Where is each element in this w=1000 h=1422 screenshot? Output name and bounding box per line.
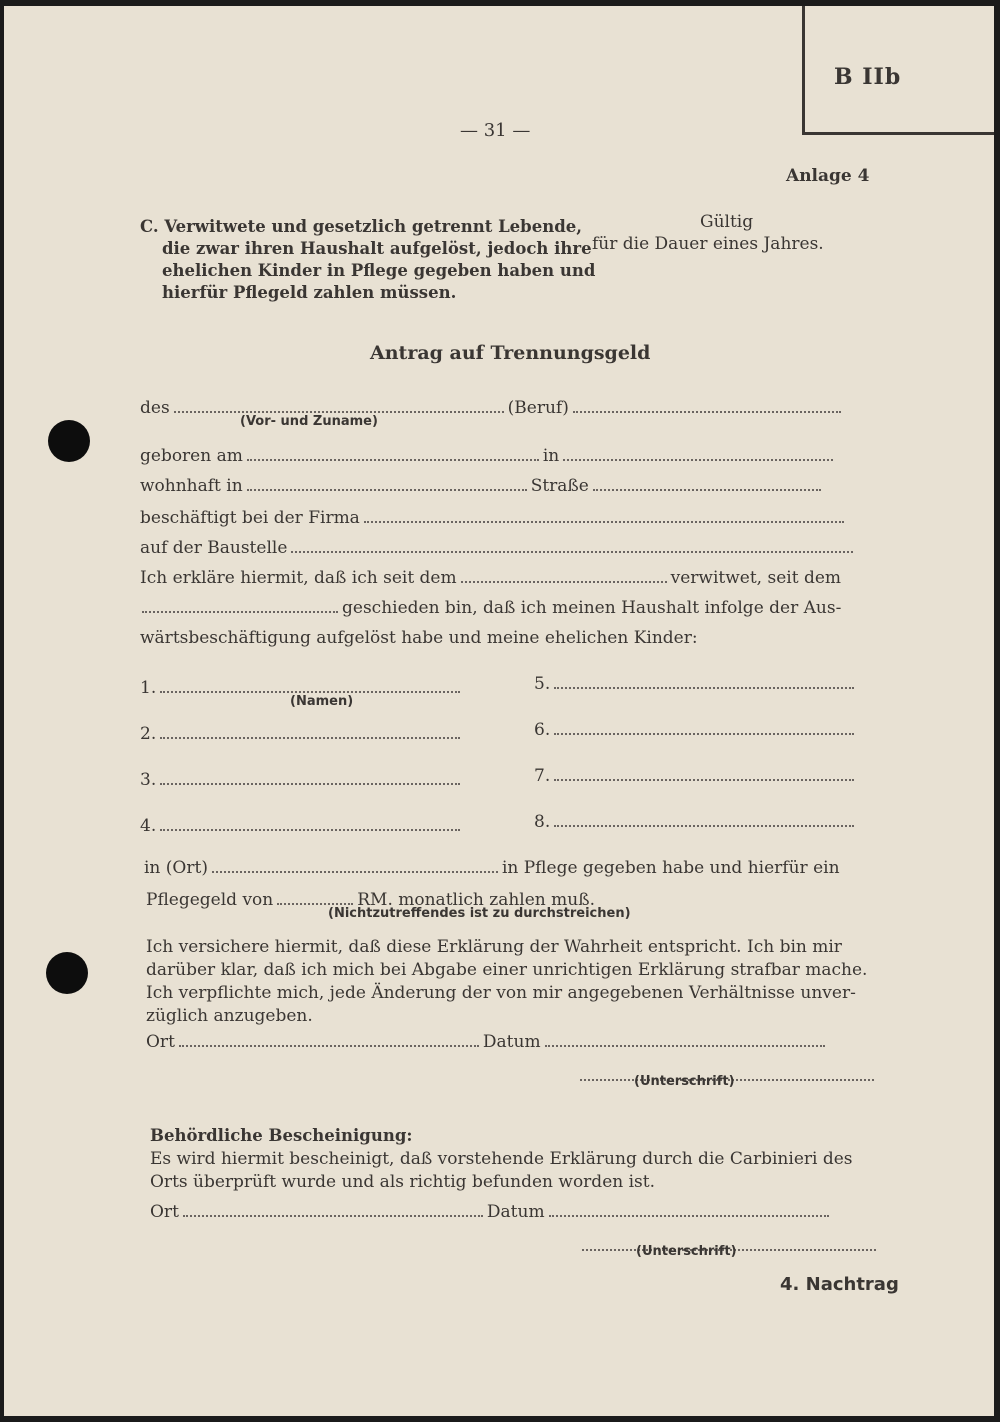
site-field[interactable] — [291, 551, 853, 553]
supplement-label: 4. Nachtrag — [780, 1274, 899, 1295]
validity-line-2 — [592, 234, 824, 254]
child-field-3[interactable] — [160, 783, 460, 785]
employer-row — [140, 508, 848, 528]
name-field[interactable] — [174, 411, 504, 413]
validity-text: für die Dauer eines Jahres. — [592, 234, 824, 254]
strasse-label: Straße — [530, 476, 589, 496]
child-field-1[interactable] — [160, 691, 460, 693]
truth-line-2: darüber klar, daß ich mich bei Abgabe einer unrichtigen Erklärung strafbar mache. — [146, 960, 868, 980]
truth-line-3: Ich verpflichte mich, jede Änderung der von mir angegebenen Verhältnisse unver- — [146, 983, 856, 1003]
child-row-2 — [140, 724, 464, 744]
sign-row-1 — [146, 1032, 829, 1052]
datum-label-1: Datum — [482, 1032, 541, 1052]
rm-label: RM. monatlich zahlen muß. — [357, 890, 595, 910]
site-row — [140, 538, 857, 558]
beruf-label: (Beruf) — [507, 398, 569, 418]
child-number-8: 8. — [534, 812, 551, 832]
verwitwet-label: verwitwet, seit dem — [670, 568, 842, 588]
residence-field[interactable] — [247, 489, 527, 491]
child-number-2: 2. — [140, 724, 157, 744]
page-number: — 31 — — [460, 120, 531, 141]
child-number-4: 4. — [140, 816, 157, 836]
divorced-date-field[interactable] — [142, 611, 338, 613]
erklaere-label: Ich erkläre hiermit, daß ich seit dem — [140, 568, 457, 588]
place-field-2[interactable] — [183, 1215, 483, 1217]
unterschrift-caption-2: (Unterschrift) — [636, 1244, 737, 1259]
child-row-4 — [140, 816, 464, 836]
corner-label: B IIb — [834, 64, 902, 90]
validity-line-1: Gültig — [700, 212, 754, 232]
certification-heading: Behördliche Bescheinigung: — [150, 1126, 413, 1145]
child-number-1: 1. — [140, 678, 157, 698]
punch-hole-bottom — [46, 952, 88, 994]
child-number-3: 3. — [140, 770, 157, 790]
foster-place-field[interactable] — [212, 871, 498, 873]
sign-row-2 — [150, 1202, 833, 1222]
child-field-4[interactable] — [160, 829, 460, 831]
truth-line-4: züglich anzugeben. — [146, 1006, 313, 1026]
address-row — [140, 476, 825, 496]
section-line-1: C. Verwitwete und gesetzlich getrennt Lebende, — [140, 217, 582, 236]
birth-date-field[interactable] — [247, 459, 539, 461]
child-number-7: 7. — [534, 766, 551, 786]
child-row-5 — [534, 674, 858, 694]
geboren-label: geboren am — [140, 446, 243, 466]
certification-text — [150, 1148, 853, 1194]
wohnhaft-label: wohnhaft in — [140, 476, 243, 496]
section-line-2: die zwar ihren Haushalt aufgelöst, jedoch ihre — [162, 239, 592, 258]
child-number-6: 6. — [534, 720, 551, 740]
child-field-5[interactable] — [554, 687, 854, 689]
section-heading — [140, 216, 595, 304]
in-ort-label: in (Ort) — [144, 858, 208, 878]
foster-place-row — [144, 858, 840, 878]
employer-field[interactable] — [364, 521, 844, 523]
child-row-3 — [140, 770, 464, 790]
declaration-row-2 — [140, 598, 841, 618]
section-line-3: ehelichen Kinder in Pflege gegeben haben und — [162, 261, 596, 280]
child-row-6 — [534, 720, 858, 740]
punch-hole-top — [48, 420, 90, 462]
ort-label-1: Ort — [146, 1032, 175, 1052]
child-field-2[interactable] — [160, 737, 460, 739]
birth-row — [140, 446, 837, 466]
birth-place-field[interactable] — [563, 459, 833, 461]
beruf-field[interactable] — [573, 411, 841, 413]
child-number-5: 5. — [534, 674, 551, 694]
truth-line-1: Ich versichere hiermit, daß diese Erklärung der Wahrheit entspricht. Ich bin mir — [146, 937, 842, 957]
annex-label: Anlage 4 — [786, 166, 870, 186]
truth-declaration — [146, 936, 867, 1028]
section-line-4: hierfür Pflegeld zahlen müssen. — [162, 283, 457, 302]
since-date-field[interactable] — [461, 581, 667, 583]
unterschrift-caption-1: (Unterschrift) — [634, 1074, 735, 1089]
vor-zuname-caption: (Vor- und Zuname) — [240, 414, 378, 429]
foster-fee-field[interactable] — [277, 903, 353, 905]
form-title: Antrag auf Trennungsgeld — [370, 342, 651, 364]
pflegegeld-label: Pflegegeld von — [146, 890, 274, 910]
firma-label: beschäftigt bei der Firma — [140, 508, 360, 528]
des-label: des — [140, 398, 170, 418]
child-field-6[interactable] — [554, 733, 854, 735]
ort-label-2: Ort — [150, 1202, 179, 1222]
child-field-7[interactable] — [554, 779, 854, 781]
child-row-7 — [534, 766, 858, 786]
declaration-row-1 — [140, 568, 841, 588]
child-field-8[interactable] — [554, 825, 854, 827]
geschieden-label: geschieden bin, daß ich meinen Haushalt infolge der Aus- — [342, 598, 842, 618]
document-page — [4, 6, 994, 1416]
namen-caption: (Namen) — [290, 694, 354, 709]
nichtzutreffendes-caption: (Nichtzutreffendes ist zu durchstreichen) — [328, 906, 631, 921]
place-field-1[interactable] — [179, 1045, 479, 1047]
date-field-2[interactable] — [549, 1215, 829, 1217]
declaration-row-3: wärtsbeschäftigung aufgelöst habe und meine ehelichen Kinder: — [140, 628, 698, 648]
pflege-label: in Pflege gegeben habe und hierfür ein — [501, 858, 840, 878]
in-label: in — [542, 446, 560, 466]
baustelle-label: auf der Baustelle — [140, 538, 288, 558]
certification-line-2: Orts überprüft wurde und als richtig befunden worden ist. — [150, 1172, 656, 1192]
street-field[interactable] — [593, 489, 821, 491]
datum-label-2: Datum — [486, 1202, 545, 1222]
date-field-1[interactable] — [545, 1045, 825, 1047]
child-row-8 — [534, 812, 858, 832]
certification-line-1: Es wird hiermit bescheinigt, daß vorstehende Erklärung durch die Carbinieri des — [150, 1149, 853, 1169]
